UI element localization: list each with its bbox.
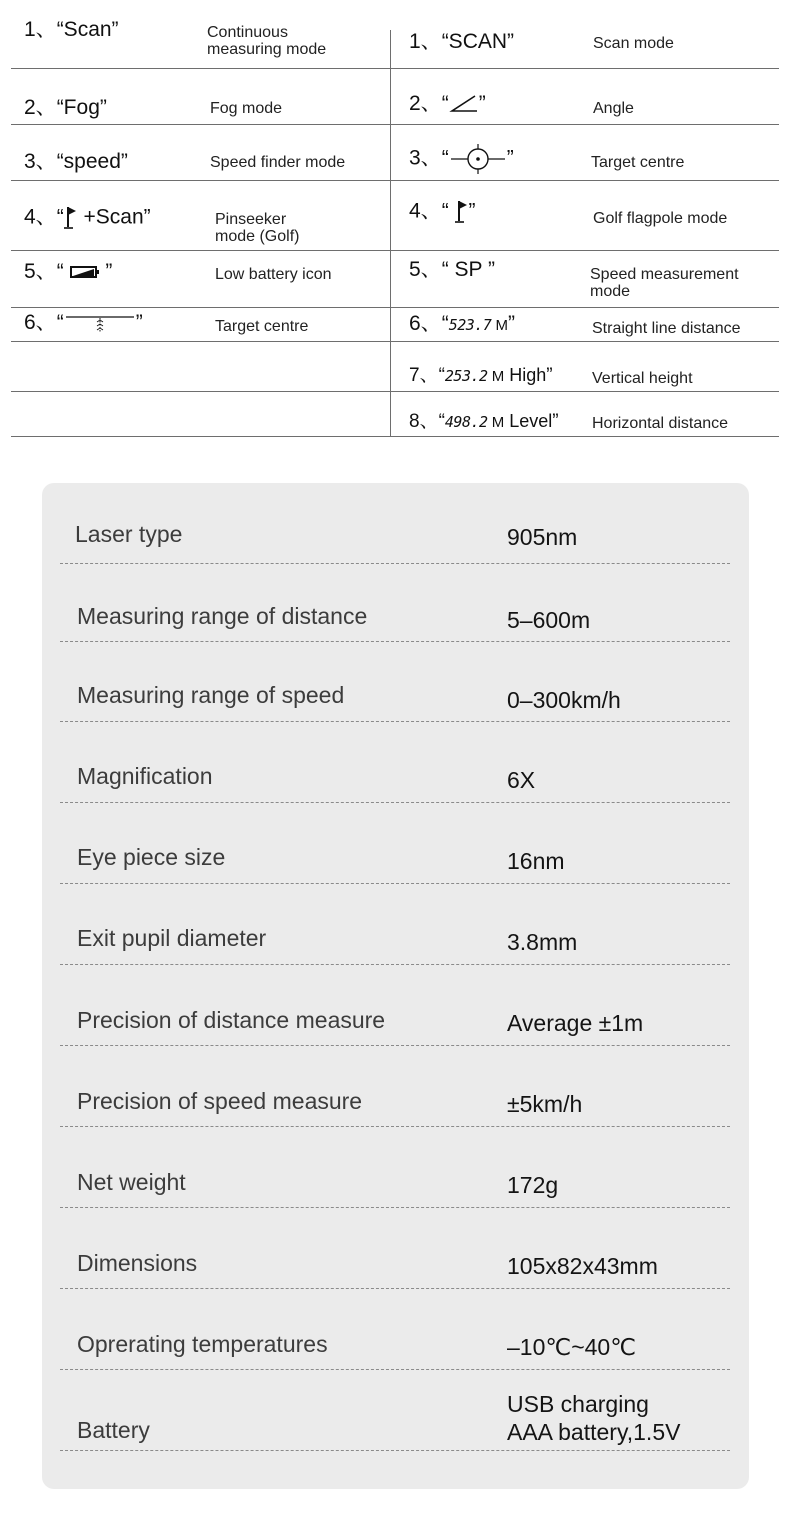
spec-label: Eye piece size [77, 844, 226, 870]
spec-value: 16nm [507, 848, 565, 874]
legend-left-code-3: 3、“speed” [24, 150, 128, 173]
angle-icon [449, 94, 479, 114]
legend-left-desc-4: Pinseeker mode (Golf) [215, 211, 300, 245]
spec-row-distance-range [60, 564, 730, 642]
spec-row-magnification [60, 722, 730, 803]
spec-row-operating-temperatures [60, 1289, 730, 1370]
spec-value: 3.8mm [507, 929, 578, 955]
spec-label: Dimensions [77, 1250, 198, 1276]
spec-value: 0–300km/h [507, 687, 621, 713]
display-legend-table [0, 0, 790, 440]
golf-flag-icon [455, 199, 469, 225]
row-divider [11, 436, 779, 437]
spec-value: USB charging AAA battery,1.5V [507, 1391, 681, 1445]
legend-right-code-2: 2、“ ” [409, 92, 486, 115]
legend-right-desc-4: Golf flagpole mode [593, 210, 728, 227]
legend-right-code-8: 8、“498.2 M Level” [409, 411, 559, 432]
legend-right-code-6: 6、“523.7 M” [409, 312, 516, 335]
legend-left-code-6: 6、“ ” [24, 311, 143, 334]
row-divider [11, 391, 779, 392]
legend-right-desc-3: Target centre [591, 154, 685, 171]
spec-label: Oprerating temperatures [77, 1331, 328, 1357]
legend-right-code-5: 5、“ SP ” [409, 258, 495, 281]
spec-label: Precision of distance measure [77, 1007, 386, 1033]
spec-value: Average ±1m [507, 1010, 644, 1036]
legend-right-code-3: 3、“ ” [409, 143, 514, 175]
legend-left-code-2: 2、“Fog” [24, 96, 107, 119]
legend-right-desc-7: Vertical height [592, 370, 693, 387]
spec-row-exit-pupil [60, 884, 730, 965]
row-divider [11, 180, 779, 181]
legend-left-desc-3: Speed finder mode [210, 154, 346, 171]
spec-label: Net weight [77, 1169, 186, 1195]
legend-left-desc-5: Low battery icon [215, 266, 332, 283]
target-line-icon [64, 311, 136, 335]
row-divider [11, 307, 779, 308]
spec-row-battery [60, 1370, 730, 1451]
spec-row-eye-piece [60, 803, 730, 884]
row-divider [11, 68, 779, 69]
spec-value: 905nm [507, 524, 578, 550]
spec-row-speed-precision [60, 1046, 730, 1127]
legend-left-desc-6: Target centre [215, 318, 309, 335]
spec-label: Measuring range of distance [77, 603, 368, 629]
legend-right-code-4: 4、“ ” [409, 199, 476, 225]
row-divider [11, 341, 779, 342]
golf-flag-icon [64, 205, 78, 231]
spec-value: 172g [507, 1172, 559, 1198]
spec-row-dimensions [60, 1208, 730, 1289]
legend-right-desc-2: Angle [593, 100, 634, 117]
spec-label: Measuring range of speed [77, 682, 345, 708]
specifications-card [42, 483, 749, 1489]
legend-left-code-4: 4、“ +Scan” [24, 205, 151, 231]
spec-label: Laser type [75, 521, 183, 547]
spec-value: ±5km/h [507, 1091, 583, 1117]
legend-right-code-7: 7、“253.2 M High” [409, 365, 553, 386]
spec-label: Precision of speed measure [77, 1088, 363, 1114]
spec-label: Battery [77, 1417, 150, 1443]
spec-row-laser-type [60, 483, 730, 564]
spec-label: Exit pupil diameter [77, 925, 267, 951]
column-divider [390, 30, 391, 437]
legend-right-desc-6: Straight line distance [592, 320, 741, 337]
legend-left-code-1: 1、“Scan” [24, 18, 119, 41]
legend-right-desc-5: Speed measurement mode [590, 266, 739, 300]
legend-left-code-5: 5、“ ” [24, 260, 113, 283]
spec-row-distance-precision [60, 965, 730, 1046]
spec-row-speed-range [60, 642, 730, 722]
row-divider [11, 124, 779, 125]
spec-value: –10℃~40℃ [507, 1334, 637, 1360]
spec-label: Magnification [77, 763, 213, 789]
legend-right-code-1: 1、“SCAN” [409, 30, 515, 53]
legend-left-desc-2: Fog mode [210, 100, 283, 117]
legend-right-desc-1: Scan mode [593, 35, 674, 52]
spec-value: 6X [507, 767, 536, 793]
row-divider [11, 250, 779, 251]
crosshair-icon [449, 143, 507, 175]
spec-row-net-weight [60, 1127, 730, 1208]
spec-value: 105x82x43mm [507, 1253, 658, 1279]
spec-value: 5–600m [507, 607, 591, 633]
low-battery-icon [70, 265, 100, 279]
legend-right-desc-8: Horizontal distance [592, 415, 729, 432]
legend-left-desc-1: Continuous measuring mode [207, 24, 327, 58]
